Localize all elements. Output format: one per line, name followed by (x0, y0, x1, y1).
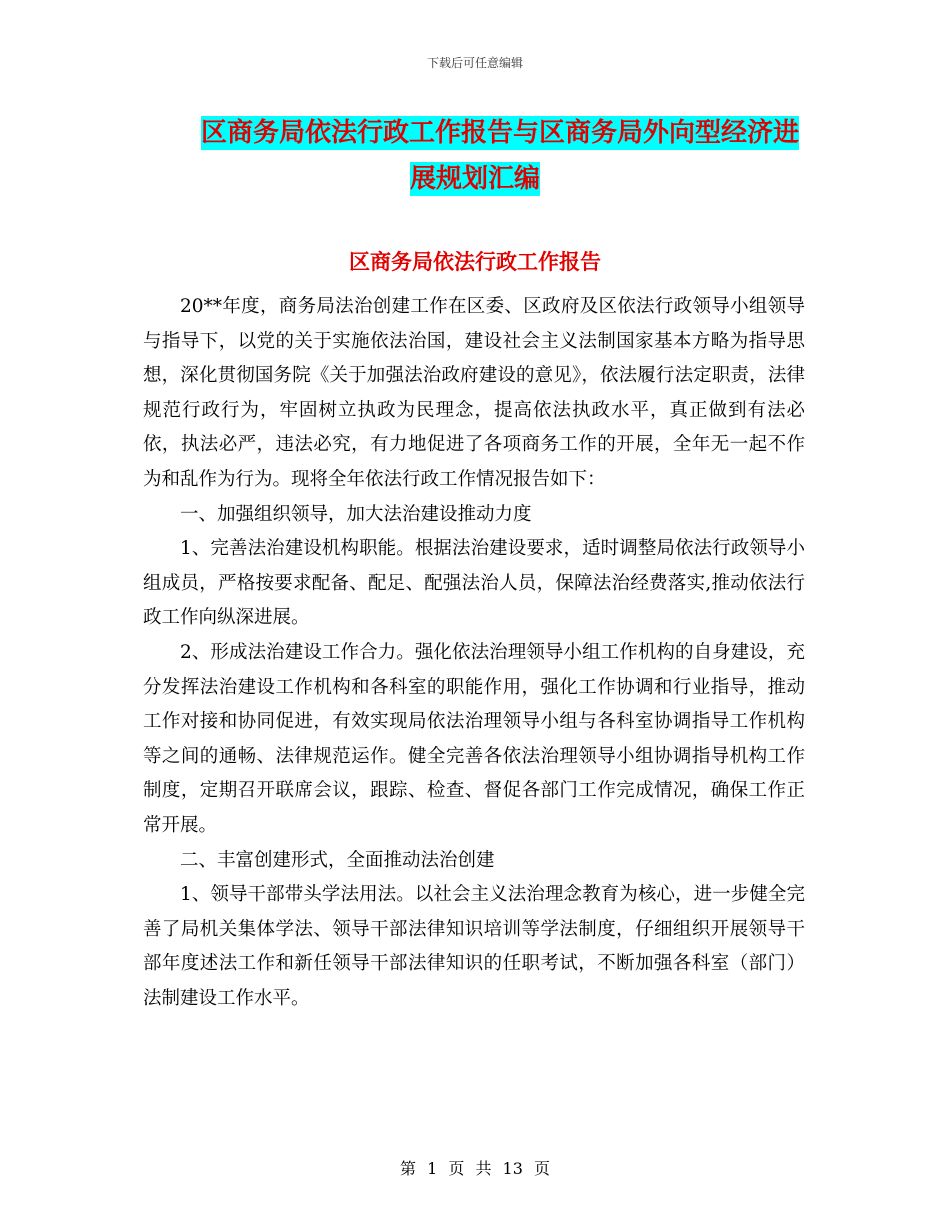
section-title: 区商务局依法行政工作报告 (349, 250, 601, 274)
paragraph: 2、形成法治建设工作合力。强化依法治理领导小组工作机构的自身建设，充分发挥法治建设工作机构和各科室的职能作用，强化工作协调和行业指导，推动工作对接和协同促进，有效实现局依法治理领导小组与各科室协调指导工作机构等之间的通畅、法律规范运作。健全完善各依法治理领导小组协调指导机构工作制度，定期召开联席会议，跟踪、检查、督促各部门工作完成情况，确保工作正常开展。 (143, 641, 805, 836)
paragraph: 1、完善法治建设机构职能。根据法治建设要求，适时调整局依法行政领导小组成员，严格按要求配备、配足、配强法治人员，保障法治经费落实,推动依法行政工作向纵深进展。 (143, 538, 805, 629)
header-note: 下载后可任意编辑 (426, 56, 523, 70)
page-footer: 第 1 页 共 13 页 (400, 1159, 550, 1178)
heading-one: 一、加强组织领导，加大法治建设推动力度 (180, 503, 532, 525)
title-line-2: 展规划汇编 (409, 164, 540, 194)
paragraph: 1、领导干部带头学法用法。以社会主义法治理念教育为核心，进一步健全完善了局机关集体学法、领导干部法律知识培训等学法制度，仔细组织开展领导干部年度述法工作和新任领导干部法律知识的任职考试，不断加强各科室（部门）法制建设工作水平。 (143, 884, 805, 1009)
title-line-1: 区商务局依法行政工作报告与区商务局外向型经济进 (200, 118, 799, 148)
heading-two: 二、丰富创建形式，全面推动法治创建 (180, 849, 495, 871)
document-title (0, 110, 950, 202)
paragraph-intro: 20**年度，商务局法治创建工作在区委、区政府及区依法行政领导小组领导与指导下，以党的关于实施依法治国，建设社会主义法制国家基本方略为指导思想，深化贯彻国务院《关于加强法治政府建设的意见》，依法履行法定职责，法律规范行政行为，牢固树立执政为民理念，提高依法执政水平，真正做到有法必依，执法必严，违法必究，有力地促进了各项商务工作的开展，全年无一起不作为和乱作为行为。现将全年依法行政工作情况报告如下： (143, 296, 805, 490)
document-body (143, 290, 805, 1016)
